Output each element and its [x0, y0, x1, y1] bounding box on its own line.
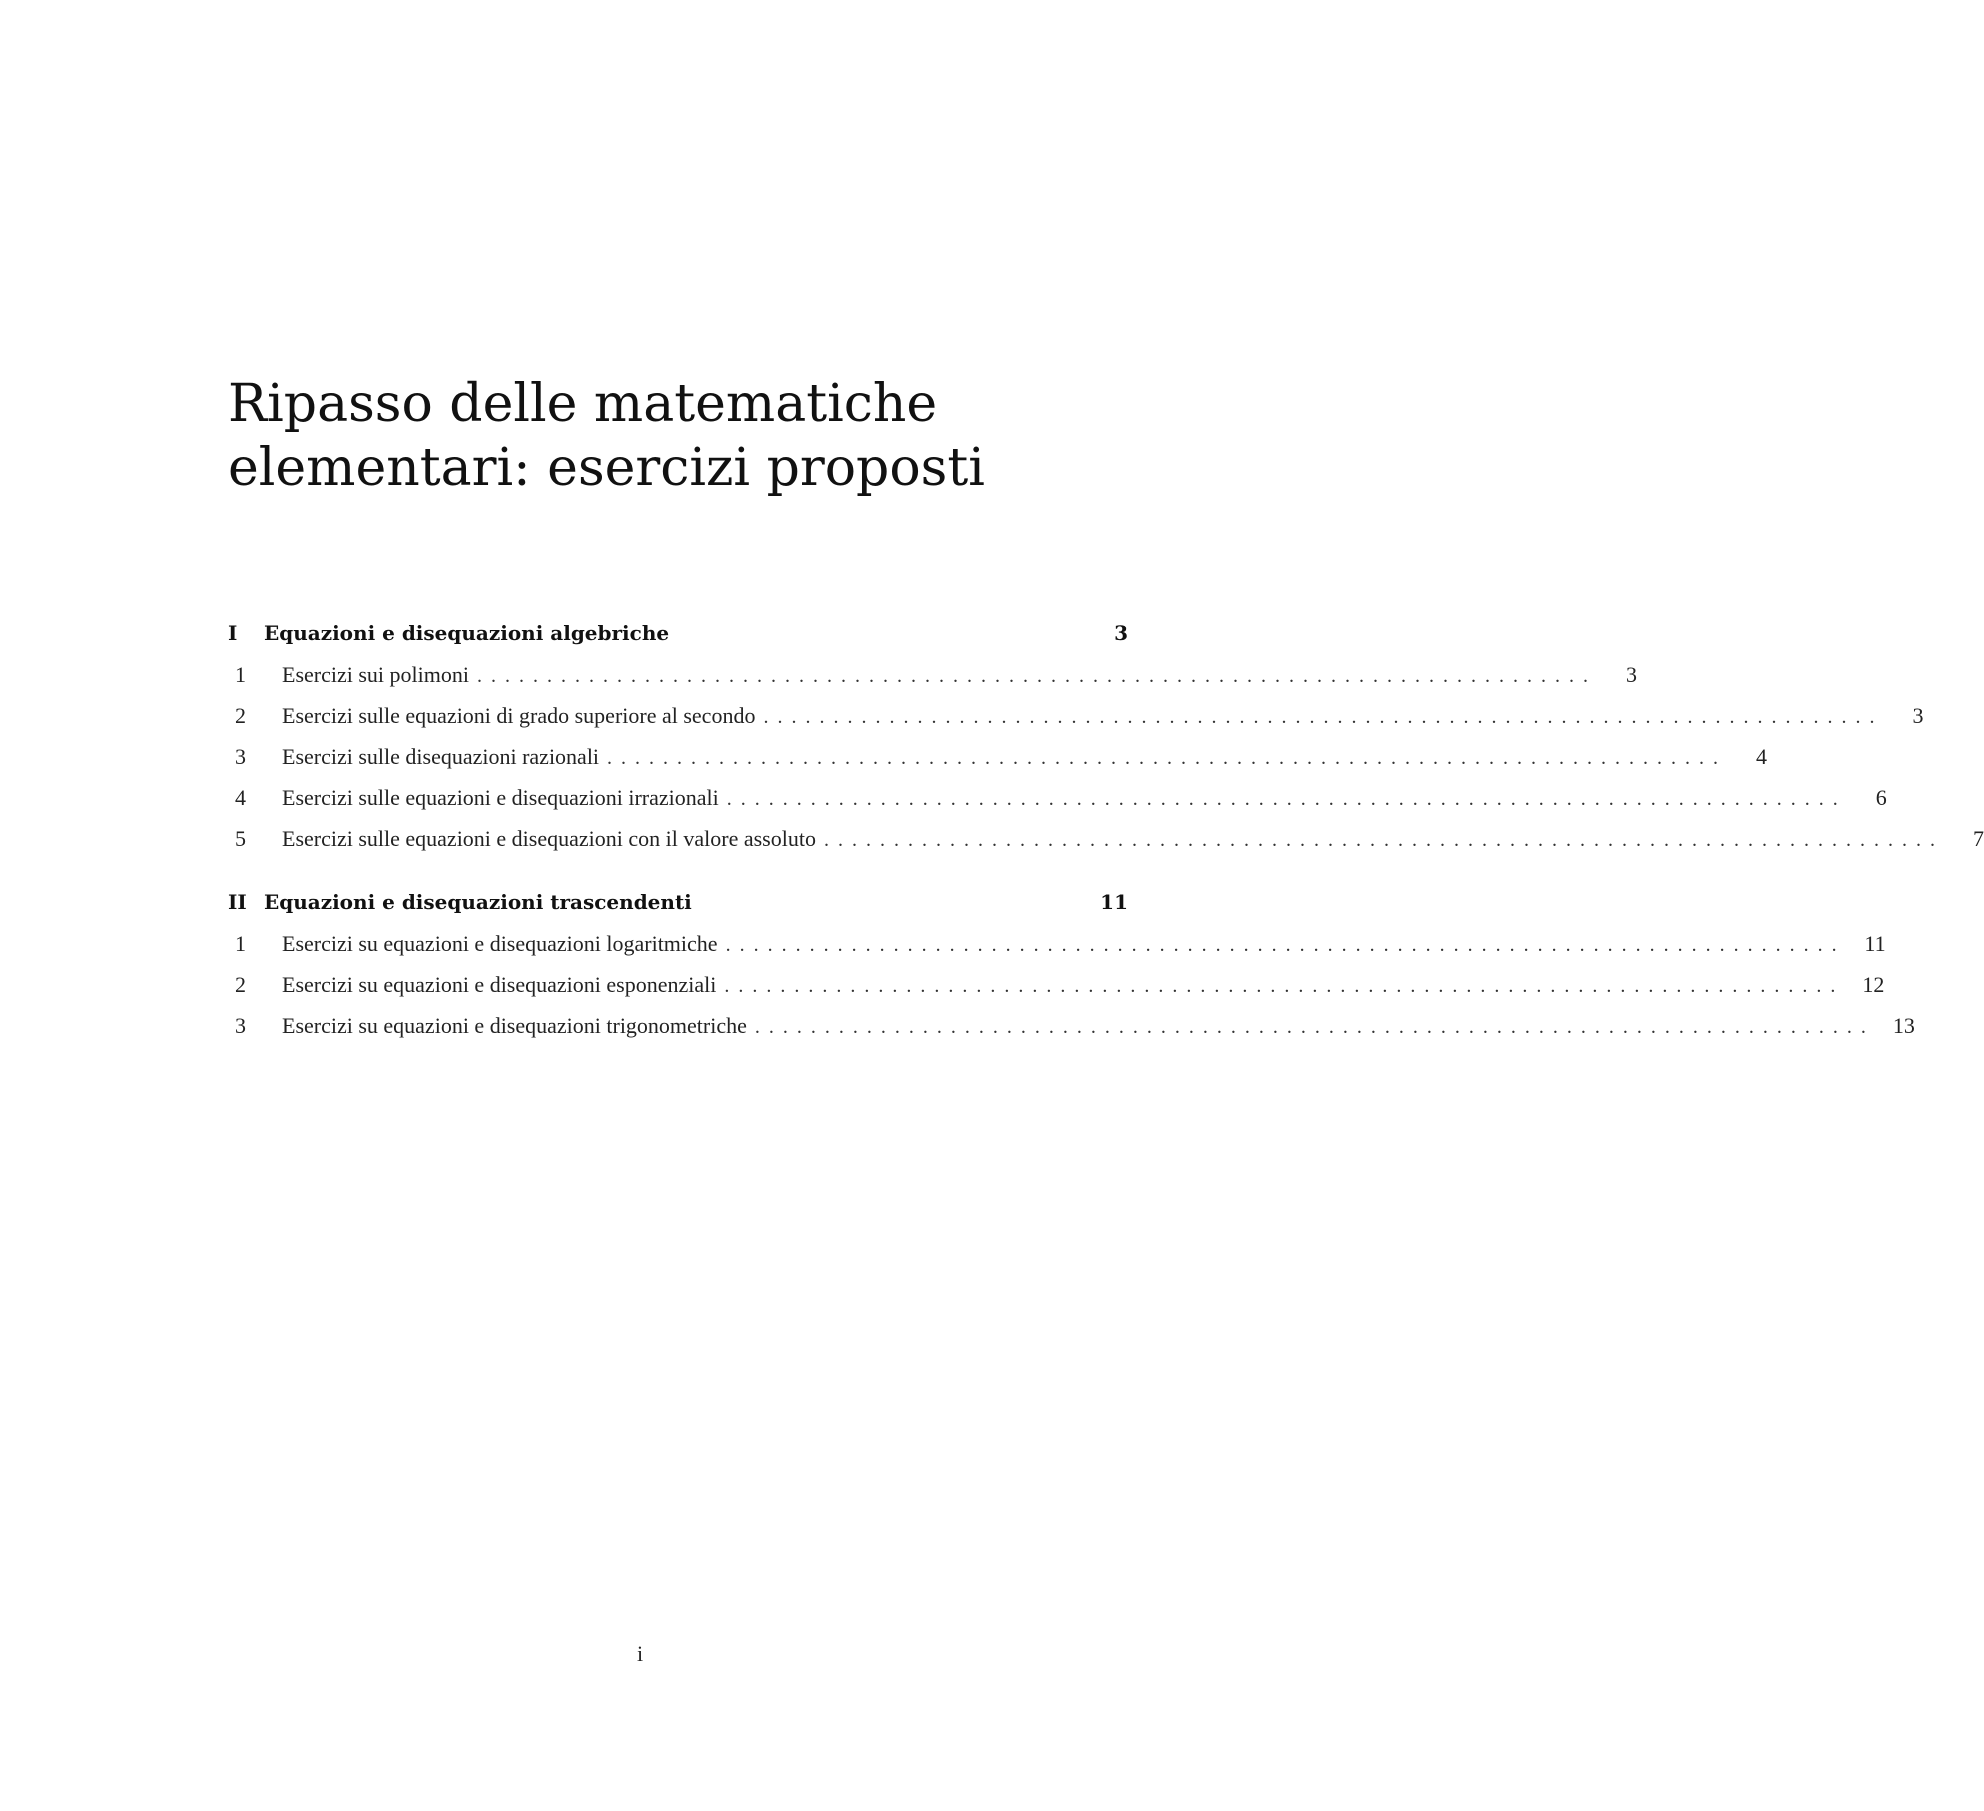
section-page-number: 4: [1756, 744, 1768, 769]
section-number: 5: [235, 826, 246, 851]
toc-part-2[interactable]: [228, 881, 1128, 923]
section-number: 2: [235, 703, 246, 728]
part-number: I: [228, 621, 238, 645]
toc-section-row[interactable]: [228, 1005, 1915, 1046]
toc-section-row[interactable]: [228, 818, 1984, 859]
document-title: [228, 372, 1128, 500]
page-number: i: [636, 1641, 644, 1666]
table-of-contents: [228, 612, 1984, 1046]
section-number: 3: [235, 744, 246, 769]
part-spacer: [228, 859, 1128, 881]
section-page-number: 3: [1912, 703, 1924, 728]
section-title: Esercizi sulle equazioni e disequazioni con il valore assoluto: [282, 826, 816, 851]
leader-dots: ................................................................................: [726, 788, 1847, 810]
section-page-number: 6: [1875, 785, 1887, 810]
section-page-number: 13: [1892, 1013, 1915, 1038]
section-title: Esercizi su equazioni e disequazioni logaritmiche: [282, 931, 718, 956]
section-number: 1: [235, 931, 246, 956]
leader-dots: ................................................................................: [607, 747, 1728, 769]
section-page-number: 11: [1864, 931, 1886, 956]
section-title: Esercizi su equazioni e disequazioni esponenziali: [282, 972, 717, 997]
leader-dots: ................................................................................: [724, 975, 1845, 997]
toc-section-row[interactable]: [228, 654, 1637, 695]
section-page-number: 7: [1972, 826, 1984, 851]
section-title: Esercizi su equazioni e disequazioni trigonometriche: [282, 1013, 747, 1038]
part-page-number: 11: [1100, 890, 1128, 914]
part-number: II: [228, 890, 247, 914]
toc-section-row[interactable]: [228, 695, 1924, 736]
leader-dots: ................................................................................: [476, 665, 1597, 687]
section-number: 1: [235, 662, 246, 687]
leader-dots: ................................................................................: [754, 1016, 1875, 1038]
section-page-number: 3: [1625, 662, 1637, 687]
section-title: Esercizi sulle disequazioni razionali: [282, 744, 600, 769]
toc-section-row[interactable]: [228, 923, 1886, 964]
section-title: Esercizi sui polimoni: [282, 662, 469, 687]
part-title: Equazioni e disequazioni trascendenti: [264, 890, 692, 914]
section-page-number: 12: [1862, 972, 1885, 997]
leader-dots: ................................................................................: [725, 934, 1846, 956]
leader-dots: ................................................................................: [823, 829, 1944, 851]
section-title: Esercizi sulle equazioni di grado superiore al secondo: [282, 703, 756, 728]
toc-part-1[interactable]: [228, 612, 1128, 654]
title-line-1: Ripasso delle matematiche: [228, 374, 938, 434]
section-number: 3: [235, 1013, 246, 1038]
section-number: 2: [235, 972, 246, 997]
toc-section-row[interactable]: [228, 736, 1768, 777]
leader-dots: ................................................................................: [763, 706, 1884, 728]
toc-section-row[interactable]: [228, 964, 1885, 1005]
part-title: Equazioni e disequazioni algebriche: [264, 621, 670, 645]
toc-section-row[interactable]: [228, 777, 1887, 818]
title-line-2: elementari: esercizi proposti: [228, 438, 985, 498]
section-title: Esercizi sulle equazioni e disequazioni irrazionali: [282, 785, 719, 810]
part-page-number: 3: [1114, 621, 1128, 645]
section-number: 4: [235, 785, 246, 810]
